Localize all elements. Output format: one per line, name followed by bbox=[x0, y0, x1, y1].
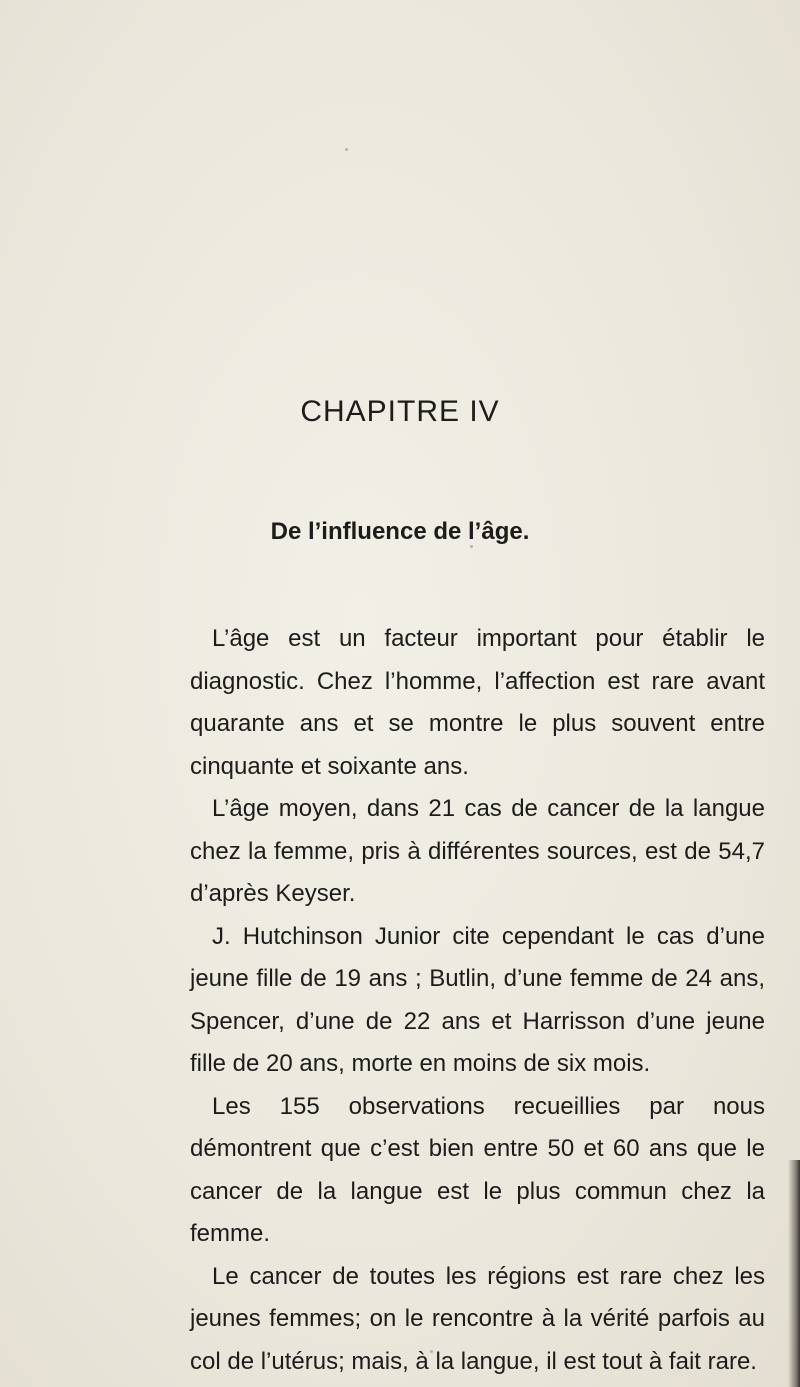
paragraph: J. Hutchinson Junior cite cependant le cas d’une jeune fille de 19 ans ; Butlin, d’une femme de 24 ans, Spencer, d’une de 22 ans et Harrisson d’une jeune fille de 20 ans, morte en moins de six mois. bbox=[190, 922, 765, 1077]
paragraph: Les 155 observations recueillies par nous démontrent que c’est bien entre 50 et 60 ans que le cancer de la langue est le plus commun chez la femme. bbox=[190, 1092, 765, 1247]
paragraph: Le cancer de toutes les régions est rare chez les jeunes femmes; on le rencontre à la vérité parfois au col de l’utérus; mais, à la langue, il est tout à fait rare. bbox=[190, 1262, 765, 1375]
chapter-title: CHAPITRE IV bbox=[300, 395, 500, 429]
paper-speck bbox=[345, 148, 348, 151]
section-title: De l’influence de l’âge. bbox=[270, 517, 530, 545]
page-edge-shadow bbox=[788, 1160, 800, 1387]
body-text bbox=[190, 618, 765, 1383]
paragraph: L’âge moyen, dans 21 cas de cancer de la langue chez la femme, pris à différentes sources, est de 54,7 d’après Keyser. bbox=[190, 795, 765, 907]
paragraph: L’âge est un facteur important pour établir le diagnostic. Chez l’homme, l’affection est rare avant quarante ans et se montre le plus souvent entre cinquante et soixante ans. bbox=[190, 625, 765, 780]
